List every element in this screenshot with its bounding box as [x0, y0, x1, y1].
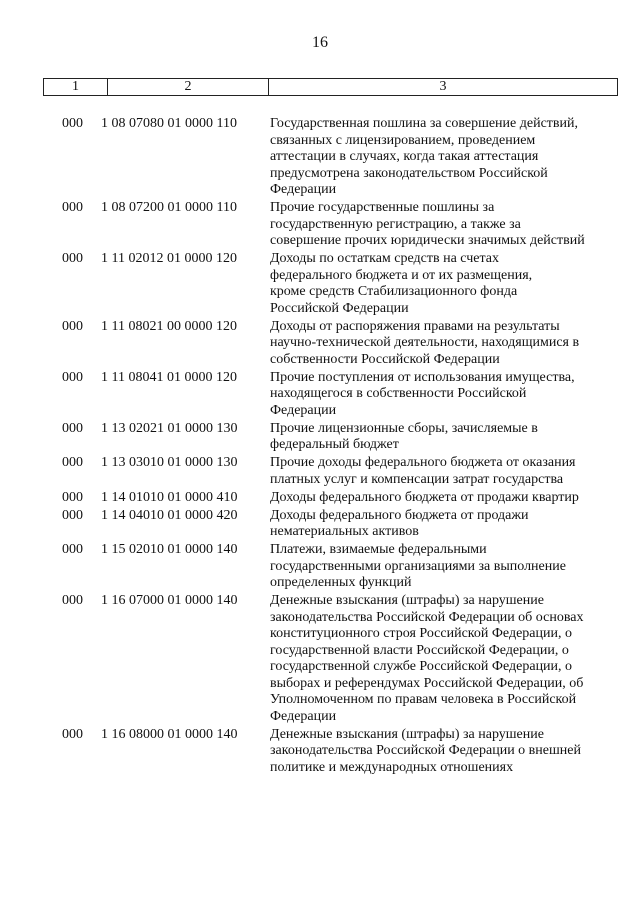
org-code: 000	[62, 200, 83, 215]
revenue-description: Прочие доходы федерального бюджета от оказания платных услуг и компенсации затрат государства	[270, 455, 576, 487]
header-col-1: 1	[44, 79, 108, 95]
org-code: 000	[62, 542, 83, 557]
revenue-description: Денежные взыскания (штрафы) за нарушение законодательства Российской Федерации об основах конституционного строя Российской Федерации, о государственной власти Российской Федерации, о государственной службе Российской Федерации, о выборах и референдумах Российской Федерации, об Уполномоченном по правам человека в Российской Федерации	[270, 593, 584, 724]
budget-code: 1 16 07000 01 0000 140	[101, 593, 238, 608]
revenue-description: Прочие государственные пошлины за государственную регистрацию, а также за совершение прочих юридически значимых действий	[270, 200, 585, 248]
org-code: 000	[62, 455, 83, 470]
table-row	[0, 455, 640, 488]
table-row	[0, 319, 640, 369]
budget-code: 1 11 08021 00 0000 120	[101, 318, 237, 334]
org-code: 000	[62, 726, 83, 742]
table-row	[0, 490, 640, 507]
org-code: 000	[62, 489, 83, 505]
revenue-description: Денежные взыскания (штрафы) за нарушение законодательства Российской Федерации о внешней политике и международных отношениях	[270, 726, 581, 775]
budget-code: 1 13 02021 01 0000 130	[101, 420, 238, 436]
budget-code: 1 11 08041 01 0000 120	[101, 369, 237, 385]
table-row	[0, 370, 640, 420]
revenue-description: Государственная пошлина за совершение действий, связанных с лицензированием, проведением аттестации в случаях, когда такая аттестация предусмотрена законодательством Российской Федерации	[270, 116, 579, 197]
revenue-description: Прочие поступления от использования имущества, находящегося в собственности Российской Федерации	[270, 369, 575, 418]
table-row	[0, 200, 640, 250]
revenue-description: Доходы от распоряжения правами на результаты научно-технической деятельности, находящимися в собственности Российской Федерации	[270, 318, 580, 367]
budget-code: 1 15 02010 01 0000 140	[101, 542, 238, 557]
budget-code: 1 08 07080 01 0000 110	[101, 116, 237, 131]
revenue-description: Прочие лицензионные сборы, зачисляемые в федеральный бюджет	[270, 420, 538, 452]
table-row	[0, 421, 640, 454]
budget-code: 1 11 02012 01 0000 120	[101, 251, 237, 266]
org-code: 000	[62, 251, 83, 266]
table-row	[0, 251, 640, 317]
budget-code: 1 14 01010 01 0000 410	[101, 489, 238, 505]
org-code: 000	[62, 369, 83, 385]
budget-code: 1 16 08000 01 0000 140	[101, 726, 238, 742]
header-col-2: 2	[108, 79, 269, 95]
revenue-description: Доходы по остаткам средств на счетах федерального бюджета и от их размещения, кроме средств Стабилизационного фонда Российской Федерации	[270, 251, 533, 316]
table-row	[0, 593, 640, 725]
org-code: 000	[62, 593, 83, 608]
revenue-description: Доходы федерального бюджета от продажи квартир	[270, 489, 579, 505]
budget-code: 1 08 07200 01 0000 110	[101, 200, 237, 215]
table-row	[0, 542, 640, 592]
page-number: 16	[312, 34, 328, 51]
budget-code: 1 14 04010 01 0000 420	[101, 507, 238, 523]
budget-code: 1 13 03010 01 0000 130	[101, 455, 238, 470]
revenue-description: Платежи, взимаемые федеральными государственными организациями за выполнение определенных функций	[270, 542, 566, 590]
table-body	[0, 116, 640, 778]
org-code: 000	[62, 116, 83, 131]
table-row	[0, 116, 640, 199]
org-code: 000	[62, 507, 83, 523]
header-col-3: 3	[439, 79, 447, 94]
table-header	[43, 78, 618, 96]
org-code: 000	[62, 318, 83, 334]
table-row	[0, 727, 640, 777]
org-code: 000	[62, 420, 83, 436]
table-row	[0, 508, 640, 541]
revenue-description: Доходы федерального бюджета от продажи нематериальных активов	[270, 507, 529, 539]
